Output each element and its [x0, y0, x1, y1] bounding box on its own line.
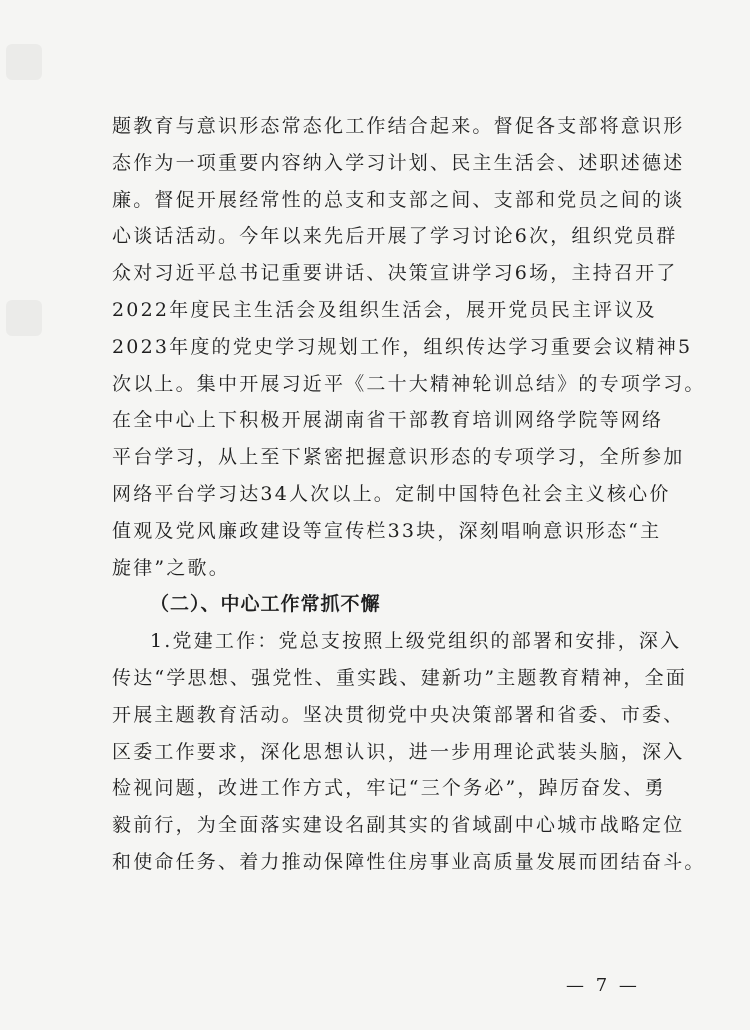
- document-body: [112, 108, 706, 881]
- paragraph-line: 区委工作要求，深化思想认识，进一步用理论武装头脑，深入: [112, 740, 685, 763]
- paragraph-line: 值观及党风廉政建设等宣传栏33块，深刻唱响意识形态“主: [112, 519, 662, 542]
- paragraph-line: 心谈话活动。今年以来先后开展了学习讨论6次，组织党员群: [112, 225, 678, 248]
- paragraph-line: 开展主题教育活动。坚决贯彻党中央决策部署和省委、市委、: [112, 703, 685, 726]
- paragraph-line: 传达“学思想、强党性、重实践、建新功”主题教育精神，全面: [112, 666, 688, 689]
- paragraph-line: 题教育与意识形态常态化工作结合起来。督促各支部将意识形: [112, 115, 685, 137]
- paragraph-line: 网络平台学习达34人次以上。定制中国特色社会主义核心价: [112, 482, 671, 505]
- paragraph-line: 众对习近平总书记重要讲话、决策宣讲学习6场，主持召开了: [112, 262, 678, 285]
- scan-shadow-mark: [6, 44, 42, 80]
- paragraph-line: 和使命任务、着力推动保障性住房事业高质量发展而团结奋斗。: [112, 850, 706, 873]
- paragraph-line: 在全中心上下积极开展湖南省干部教育培训网络学院等网络: [112, 409, 664, 432]
- paragraph-line: 旋律”之歌。: [112, 556, 230, 579]
- paragraph-line: 平台学习，从上至下紧密把握意识形态的专项学习，全所参加: [112, 446, 685, 469]
- paragraph-line: 毅前行，为全面落实建设名副其实的省域副中心城市战略定位: [112, 814, 685, 837]
- page-number: — 7 —: [566, 975, 640, 996]
- paragraph-line: 次以上。集中开展习近平《二十大精神轮训总结》的专项学习。: [112, 372, 706, 395]
- paragraph-line: 2023年度的党史学习规划工作，组织传达学习重要会议精神5: [112, 335, 693, 358]
- scan-shadow-mark: [6, 300, 42, 336]
- paragraph-line: 检视问题，改进工作方式，牢记“三个务必”，踔厉奋发、勇: [112, 777, 666, 800]
- section-heading: （二）、中心工作常抓不懈: [150, 593, 381, 616]
- paragraph-line: 廉。督促开展经常性的总支和支部之间、支部和党员之间的谈: [112, 188, 685, 211]
- paragraph-line: 态作为一项重要内容纳入学习计划、民主生活会、述职述德述: [112, 151, 685, 174]
- paragraph-line: 1.党建工作：党总支按照上级党组织的部署和安排，深入: [150, 630, 682, 653]
- paragraph-line: 2022年度民主生活会及组织生活会，展开党员民主评议及: [112, 298, 657, 321]
